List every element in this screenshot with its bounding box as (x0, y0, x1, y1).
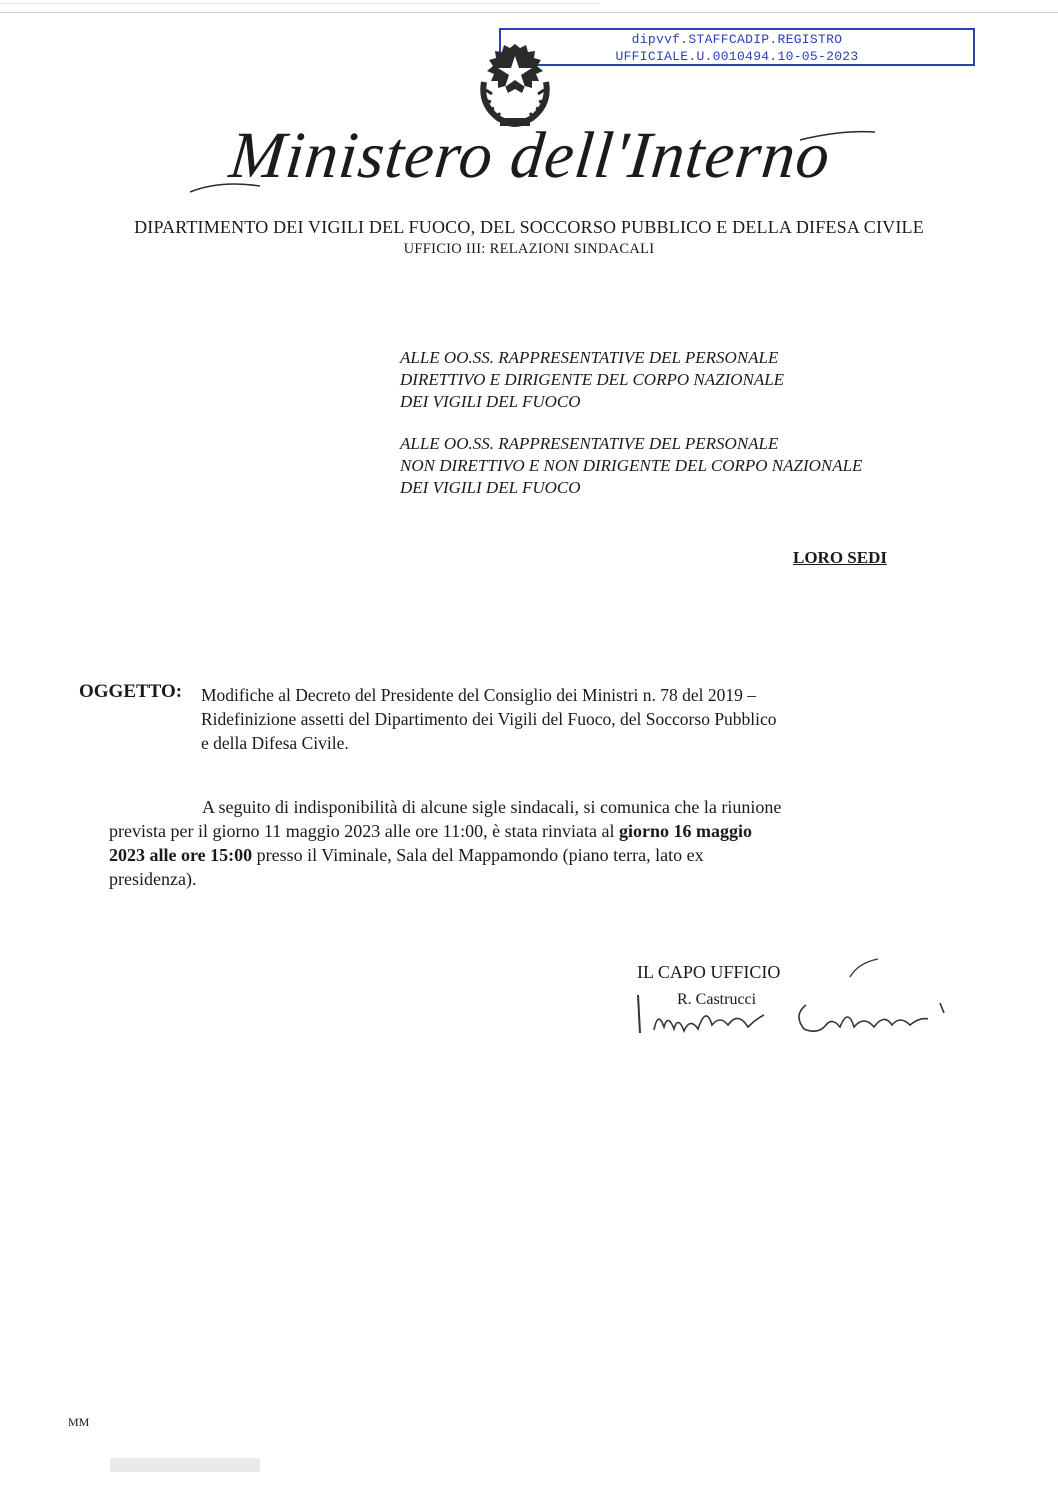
subject-label: OGGETTO: (79, 681, 183, 702)
recipient-group (400, 433, 1000, 499)
scan-border-line (0, 3, 600, 4)
body-text-plain: presso il Viminale, Sala del Mappamondo (piano terra, lato ex (252, 845, 704, 865)
recipient-line: DEI VIGILI DEL FUOCO (400, 392, 581, 411)
protocol-stamp (499, 28, 975, 66)
body-text-bold: giorno 16 maggio (619, 821, 753, 841)
scan-border-line (0, 12, 1058, 13)
recipient-line: DEI VIGILI DEL FUOCO (400, 478, 581, 497)
recipient-group (400, 347, 1000, 413)
protocol-stamp-line2: UFFICIALE.U.0010494.10-05-2023 (615, 49, 859, 64)
body-line: A seguito di indisponibilità di alcune sigle sindacali, si comunica che la riunione (202, 797, 782, 817)
recipient-line: NON DIRETTIVO E NON DIRIGENTE DEL CORPO NAZIONALE (400, 456, 863, 475)
subject-line: e della Difesa Civile. (201, 733, 349, 753)
body-line (109, 819, 955, 843)
handwritten-signature (628, 955, 968, 1050)
body-text-bold: 2023 alle ore 15:00 (109, 845, 253, 865)
body-line (109, 843, 955, 867)
signatory-name: R. Castrucci (677, 991, 757, 1008)
recipient-line: ALLE OO.SS. RAPPRESENTATIVE DEL PERSONALE (400, 434, 779, 453)
body-paragraph (109, 795, 955, 891)
scan-smudge (110, 1450, 260, 1480)
ministry-title: Ministero dell'Interno (226, 119, 834, 192)
drafter-initials: MM (68, 1415, 90, 1429)
body-text-plain: prevista per il giorno 11 maggio 2023 alle ore 11:00, è stata rinviata al (109, 821, 620, 841)
department-heading: DIPARTIMENTO DEI VIGILI DEL FUOCO, DEL SOCCORSO PUBBLICO E DELLA DIFESA CIVILE (134, 217, 924, 237)
protocol-stamp-line1: dipvvf.STAFFCADIP.REGISTRO (631, 32, 843, 47)
subject-line: Modifiche al Decreto del Presidente del Consiglio dei Ministri n. 78 del 2019 – (201, 685, 757, 705)
subject-line: Ridefinizione assetti del Dipartimento dei Vigili del Fuoco, del Soccorso Pubblico (201, 709, 777, 729)
loro-sedi-label: LORO SEDI (793, 548, 887, 567)
signatory-title: IL CAPO UFFICIO (637, 962, 781, 982)
subject-text (201, 683, 941, 755)
recipient-line: ALLE OO.SS. RAPPRESENTATIVE DEL PERSONALE (400, 348, 779, 367)
body-line: presidenza). (109, 869, 197, 889)
recipients-block (400, 347, 1000, 519)
recipient-line: DIRETTIVO E DIRIGENTE DEL CORPO NAZIONALE (400, 370, 785, 389)
office-heading: UFFICIO III: RELAZIONI SINDACALI (403, 241, 655, 257)
